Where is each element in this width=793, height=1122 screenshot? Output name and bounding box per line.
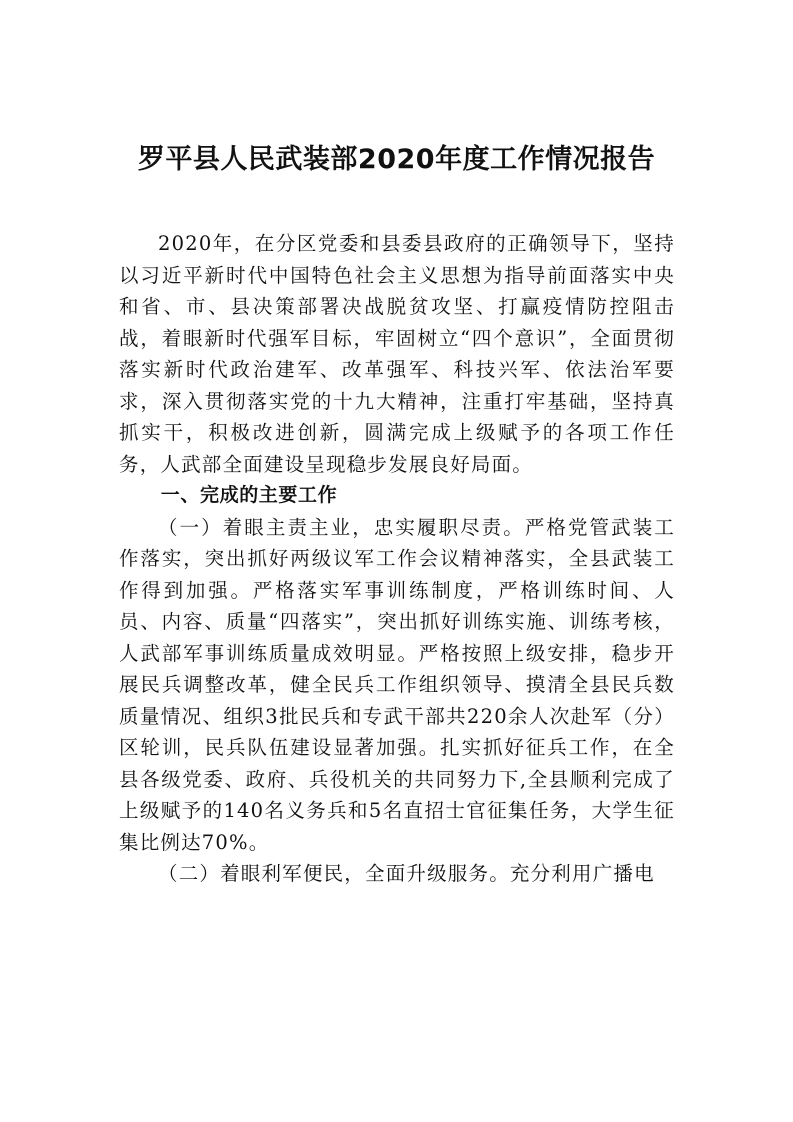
item-1-lead: （一）着眼主责主业，忠实履职尽责。 (158, 515, 525, 539)
item-1-text: 严格党管武装工作落实，突出抓好两级议军工作会议精神落实，全县武装工作得到加强。严格落实军事训练制度，严格训练时间、人员、内容、质量“四落实”，突出抓好训练实施、训练考核，人武部军事训练质量成效明显。严格按照上级安排，稳步开展民兵调整改革，健全民兵工作组织领导、摸清全县民兵数质量情况、组织3批民兵和专武干部共220余人次赴军（分）区轮训，民兵队伍建设显著加强。扎实抓好征兵工作，在全县各级党委、政府、兵役机关的共同努力下,全县顺利完成了上级赋予的140名义务兵和5名直招士官征集任务，大学生征集比例达70%。 (119, 515, 675, 854)
page-title: 罗平县人民武装部2020年度工作情况报告 (137, 144, 656, 175)
item-2-text: 充分利用广播电 (509, 862, 655, 885)
document-body (119, 228, 675, 890)
paragraph-item-2 (119, 858, 675, 890)
section-heading: 一、完成的主要工作 (160, 484, 338, 506)
item-2-lead: （二）着眼利军便民，全面升级服务。 (158, 862, 510, 885)
intro-paragraph: 2020年，在分区党委和县委县政府的正确领导下，坚持以习近平新时代中国特色社会主义思想为指导前面落实中央和省、市、县决策部署决战脱贫攻坚、打赢疫情防控阻击战，着眼新时代强军目标，牢固树立“四个意识”，全面贯彻落实新时代政治建军、改革强军、科技兴军、依法治军要求，深入贯彻落实党的十九大精神，注重打牢基础，坚持真抓实干，积极改进创新，圆满完成上级赋予的各项工作任务，人武部全面建设呈现稳步发展良好局面。 (119, 232, 675, 476)
paragraph-item-1 (119, 512, 675, 859)
